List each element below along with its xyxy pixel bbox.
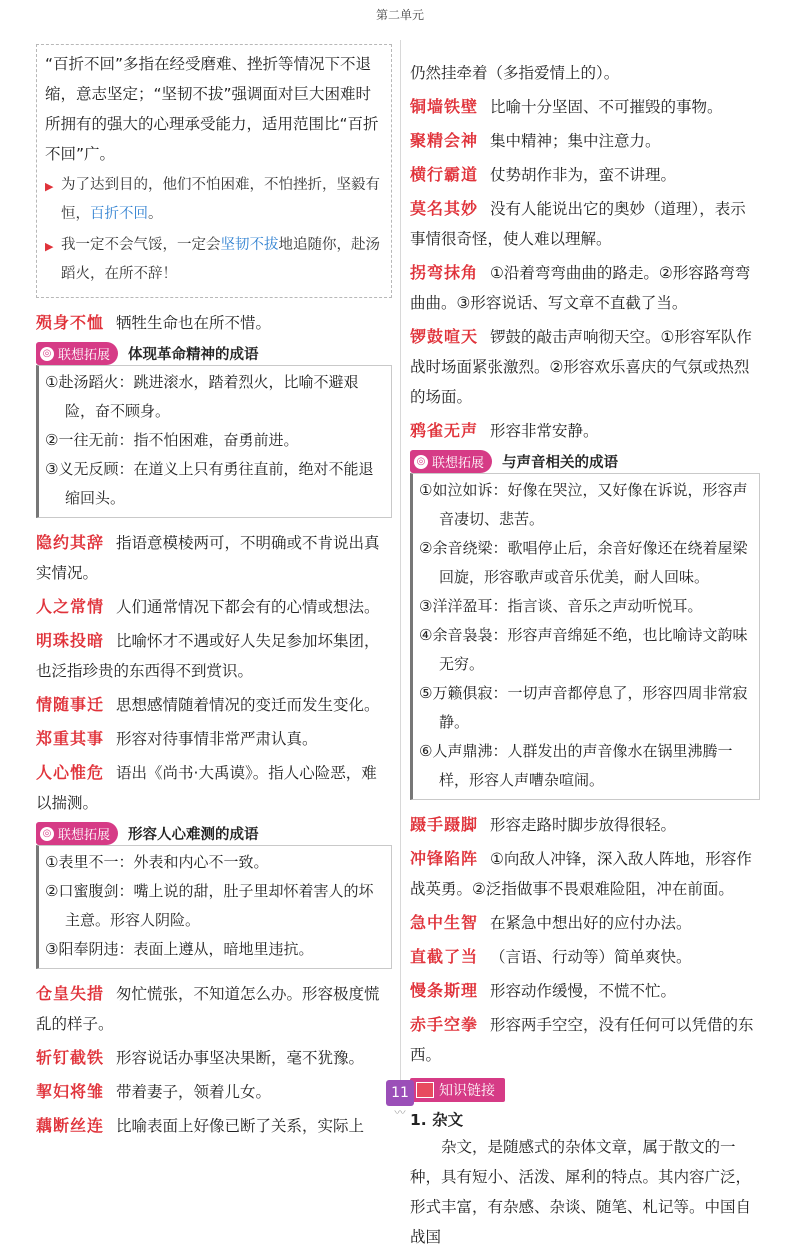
idiom-term: 殒身不恤 [36,313,105,332]
extension-tag: ◎ 联想拓展 [36,342,118,365]
idiom-definition: 语出《尚书·大禹谟》。指人心险恶，难以揣测。 [36,764,377,812]
extension-box [36,845,392,969]
idiom-entry [410,976,760,1006]
usage-note-text: “百折不回”多指在经受磨难、挫折等情况下不退缩，意志坚定；“坚韧不拔”强调面对巨大困难时所拥有的强大的心理承受能力，适用范围比“百折不回”广。 [45,55,379,163]
idiom-term: 慢条斯理 [410,981,479,1000]
idiom-entry [410,258,760,318]
circle-icon: ◎ [414,455,428,469]
example-sentence-2: ▶ 我一定不会气馁，一定会坚韧不拔地追随你，赴汤蹈火，在所不辞！ [45,231,381,289]
extension-box [410,473,760,800]
extension-item: ⑥人声鼎沸：人群发出的声音像水在锅里沸腾一样，形容人声嘈杂喧闹。 [419,742,733,789]
idiom-entry [36,758,392,818]
extension-item: ①如泣如诉：好像在哭泣，又好像在诉说，形容声音凄切、悲苦。 [419,481,748,528]
idiom-entry [410,810,760,840]
circle-icon: ◎ [40,347,54,361]
idiom-definition: 比喻怀才不遇或好人失足参加坏集团，也泛指珍贵的东西得不到赏识。 [36,632,380,680]
left-column [36,44,392,1145]
idiom-entry [36,1077,392,1107]
idiom-entry [410,92,760,122]
continued-definition: 仍然挂牵着（多指爱情上的）。 [410,64,620,82]
knowledge-link-tag: 知识链接 [410,1078,505,1102]
extension-title: 体现革命精神的成语 [128,347,259,363]
idiom-definition: 集中精神；集中注意力。 [490,132,661,150]
idiom-entry [36,1111,392,1141]
extension-item: ①表里不一：外表和内心不一致。 [45,853,269,871]
idiom-term: 急中生智 [410,913,479,932]
idiom-term: 蹑手蹑脚 [410,815,479,834]
idiom-definition: 形容两手空空，没有任何可以凭借的东西。 [410,1016,754,1064]
idiom-entry [36,308,392,338]
highlight-term: 坚韧不拔 [220,237,279,253]
idiom-definition: 锣鼓的敲击声响彻天空。①形容军队作战时场面紧张激烈。②形容欢乐喜庆的气氛或热烈的场面。 [410,328,752,406]
idiom-definition: 牺牲生命也在所不惜。 [116,314,272,332]
idiom-term: 隐约其辞 [36,533,105,552]
extension-header [36,342,392,365]
idiom-definition: 比喻十分坚固、不可摧毁的事物。 [490,98,723,116]
idiom-term: 拐弯抹角 [410,263,479,282]
idiom-term: 冲锋陷阵 [410,849,479,868]
extension-item: ②余音绕梁：歌唱停止后，余音好像还在绕着屋梁回旋，形容歌声或音乐优美，耐人回味。 [419,539,748,586]
extension-tag: ◎ 联想拓展 [36,822,118,845]
extension-header [410,450,760,473]
idiom-definition: 指语意模棱两可，不明确或不肯说出真实情况。 [36,534,380,582]
extension-item: ⑤万籁俱寂：一切声音都停息了，形容四周非常寂静。 [419,684,748,731]
idiom-entry [410,194,760,254]
extension-header [36,822,392,845]
idiom-definition: 形容动作缓慢，不慌不忙。 [490,982,677,1000]
idiom-entry [36,592,392,622]
idiom-definition: 思想感情随着情况的变迁而发生变化。 [116,696,380,714]
idiom-definition: 形容对待事情非常严肃认真。 [116,730,318,748]
idiom-term: 郑重其事 [36,729,105,748]
idiom-term: 铜墙铁壁 [410,97,479,116]
right-column [410,58,760,1252]
usage-note-box [36,44,392,298]
idiom-term: 挈妇将雏 [36,1082,105,1101]
idiom-entry [36,1043,392,1073]
idiom-term: 莫名其妙 [410,199,479,218]
extension-box [36,365,392,518]
extension-title: 与声音相关的成语 [502,455,619,471]
idiom-definition: 形容说话办事坚决果断，毫不犹豫。 [116,1049,365,1067]
triangle-icon: ▶ [45,180,54,193]
extension-item: ①赴汤蹈火：跳进滚水，踏着烈火，比喻不避艰险，奋不顾身。 [45,373,359,420]
idiom-entry [36,626,392,686]
column-divider [400,40,401,1080]
extension-item: ②口蜜腹剑：嘴上说的甜，肚子里却怀着害人的坏主意。形容人阴险。 [45,882,374,929]
idiom-term: 直截了当 [410,947,479,966]
idiom-term: 赤手空拳 [410,1015,479,1034]
idiom-definition: 人们通常情况下都会有的心情或想法。 [116,598,380,616]
idiom-term: 人心惟危 [36,763,105,782]
idiom-definition: 没有人能说出它的奥妙（道理），表示事情很奇怪，使人难以理解。 [410,200,746,248]
idiom-term: 情随事迁 [36,695,105,714]
knowledge-text: 杂文，是随感式的杂体文章，属于散文的一种，具有短小、活泼、犀利的特点。其内容广泛，形式丰富，有杂感、杂谈、随笔、札记等。中国自战国 [410,1138,752,1246]
idiom-entry [36,528,392,588]
knowledge-link-header [410,1078,760,1102]
idiom-definition: ①向敌人冲锋，深入敌人阵地，形容作战英勇。②泛指做事不畏艰难险阻，冲在前面。 [410,850,752,898]
idiom-term: 横行霸道 [410,165,479,184]
idiom-entry [410,416,760,446]
extension-tag: ◎ 联想拓展 [410,450,492,473]
knowledge-subheading: 1. 杂文 [410,1111,464,1129]
idiom-definition: ①沿着弯弯曲曲的路走。②形容路弯弯曲曲。③形容说话、写文章不直截了当。 [410,264,751,312]
idiom-term: 锣鼓喧天 [410,327,479,346]
page-number: 11 [386,1080,414,1106]
book-icon [416,1082,434,1098]
highlight-term: 百折不回 [90,206,148,222]
idiom-entry [36,690,392,720]
extension-item: ③阳奉阴违：表面上遵从，暗地里违抗。 [45,940,314,958]
extension-item: ③洋洋盈耳：指言谈、音乐之声动听悦耳。 [419,597,703,615]
circle-icon: ◎ [40,827,54,841]
idiom-entry [410,844,760,904]
extension-item: ③义无反顾：在道义上只有勇往直前，绝对不能退缩回头。 [45,460,374,507]
example-sentence-1: ▶ 为了达到目的，他们不怕困难，不怕挫折，坚毅有恒，百折不回。 [45,171,381,229]
idiom-definition: 带着妻子，领着儿女。 [116,1083,272,1101]
idiom-definition: 在紧急中想出好的应付办法。 [490,914,692,932]
idiom-definition: 匆忙慌张，不知道怎么办。形容极度慌乱的样子。 [36,985,380,1033]
extension-title: 形容人心难测的成语 [128,827,259,843]
idiom-entry [410,1010,760,1070]
idiom-term: 聚精会神 [410,131,479,150]
idiom-definition: 形容走路时脚步放得很轻。 [490,816,677,834]
triangle-icon: ▶ [45,240,54,253]
idiom-term: 明珠投暗 [36,631,105,650]
idiom-term: 鸦雀无声 [410,421,479,440]
idiom-entry [36,979,392,1039]
idiom-definition: 仗势胡作非为，蛮不讲理。 [490,166,677,184]
unit-title: 第二单元 [375,8,424,22]
extension-item: ②一往无前：指不怕困难，奋勇前进。 [45,431,299,449]
idiom-term: 人之常情 [36,597,105,616]
idiom-entry [410,942,760,972]
idiom-entry [410,160,760,190]
idiom-entry [36,724,392,754]
idiom-definition: 比喻表面上好像已断了关系，实际上 [116,1117,365,1135]
idiom-term: 仓皇失措 [36,984,105,1003]
idiom-entry [410,322,760,412]
idiom-term: 斩钉截铁 [36,1048,105,1067]
idiom-definition: 形容非常安静。 [490,422,599,440]
idiom-term: 藕断丝连 [36,1116,105,1135]
extension-item: ④余音袅袅：形容声音绵延不绝，也比喻诗文韵味无穷。 [419,626,748,673]
page-ornament-icon: 〰 [394,1106,406,1119]
idiom-entry [410,908,760,938]
idiom-entry [410,126,760,156]
idiom-definition: （言语、行动等）简单爽快。 [490,948,692,966]
